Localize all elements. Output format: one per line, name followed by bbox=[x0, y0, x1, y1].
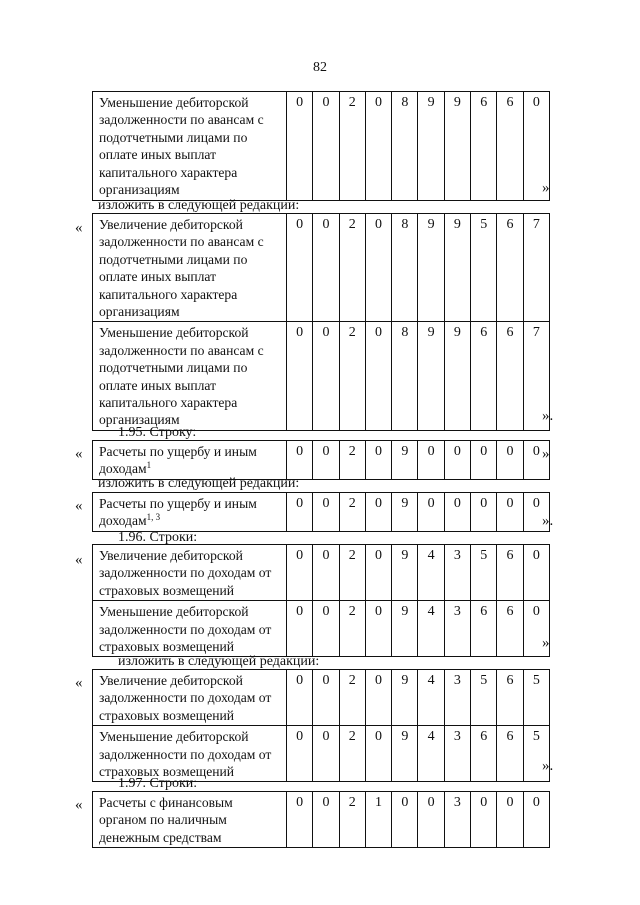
code-digit: 0 bbox=[365, 322, 391, 430]
code-digit: 0 bbox=[497, 441, 523, 480]
row-name: Увеличение дебиторской задолженности по доходам от страховых возмещений bbox=[93, 670, 287, 726]
code-digit: 2 bbox=[339, 441, 365, 480]
code-digit: 0 bbox=[287, 670, 313, 726]
code-digit: 0 bbox=[313, 670, 339, 726]
code-digit: 0 bbox=[287, 493, 313, 532]
code-digit: 0 bbox=[365, 493, 391, 532]
code-digit: 0 bbox=[418, 792, 444, 848]
row-name bbox=[93, 493, 287, 532]
code-digit: 9 bbox=[392, 493, 418, 532]
section-heading: 1.97. Строки: bbox=[118, 776, 198, 791]
code-digit: 0 bbox=[287, 601, 313, 657]
code-digit: 0 bbox=[313, 792, 339, 848]
code-digit: 6 bbox=[471, 322, 497, 430]
code-digit: 3 bbox=[444, 792, 470, 848]
code-digit: 6 bbox=[497, 92, 523, 201]
open-quote: « bbox=[75, 498, 83, 514]
code-digit: 6 bbox=[497, 214, 523, 322]
code-digit: 0 bbox=[365, 92, 391, 201]
edit-caption: изложить в следующей редакции: bbox=[98, 198, 300, 213]
code-digit: 0 bbox=[471, 493, 497, 532]
code-digit: 9 bbox=[392, 601, 418, 657]
code-digit: 9 bbox=[444, 92, 470, 201]
row-name: Увеличение дебиторской задолженности по авансам с подотчетными лицами по оплате иных выплат капитального характера организациям bbox=[93, 214, 287, 322]
code-digit: 5 bbox=[471, 670, 497, 726]
table-row bbox=[93, 601, 550, 657]
code-digit: 0 bbox=[471, 792, 497, 848]
code-digit: 2 bbox=[339, 792, 365, 848]
code-digit: 0 bbox=[287, 545, 313, 601]
code-digit: 2 bbox=[339, 92, 365, 201]
code-table bbox=[92, 213, 550, 431]
code-digit: 0 bbox=[365, 601, 391, 657]
code-digit: 0 bbox=[287, 92, 313, 201]
table-row bbox=[93, 545, 550, 601]
code-digit: 0 bbox=[523, 493, 549, 532]
row-name: Уменьшение дебиторской задолженности по авансам с подотчетными лицами по оплате иных выплат капитального характера организациям bbox=[93, 322, 287, 430]
code-digit: 2 bbox=[339, 670, 365, 726]
code-digit: 0 bbox=[313, 545, 339, 601]
code-digit: 9 bbox=[444, 322, 470, 430]
table-row bbox=[93, 493, 550, 532]
code-digit: 0 bbox=[497, 792, 523, 848]
code-digit: 0 bbox=[392, 792, 418, 848]
code-digit: 2 bbox=[339, 322, 365, 430]
row-name: Расчеты с финансовым органом по наличным денежным средствам bbox=[93, 792, 287, 848]
code-digit: 0 bbox=[313, 92, 339, 201]
code-digit: 6 bbox=[497, 726, 523, 782]
row-name: Увеличение дебиторской задолженности по доходам от страховых возмещений bbox=[93, 545, 287, 601]
code-digit: 3 bbox=[444, 601, 470, 657]
code-digit: 0 bbox=[497, 493, 523, 532]
open-quote: « bbox=[75, 552, 83, 568]
open-quote: « bbox=[75, 675, 83, 691]
code-digit: 0 bbox=[523, 92, 549, 201]
code-digit: 0 bbox=[287, 214, 313, 322]
code-table bbox=[92, 544, 550, 657]
code-digit: 0 bbox=[365, 441, 391, 480]
table-row bbox=[93, 726, 550, 782]
edit-caption: изложить в следующей редакции: bbox=[98, 476, 300, 491]
code-digit: 0 bbox=[471, 441, 497, 480]
code-digit: 6 bbox=[471, 726, 497, 782]
code-digit: 9 bbox=[392, 726, 418, 782]
code-digit: 0 bbox=[523, 545, 549, 601]
code-digit: 2 bbox=[339, 601, 365, 657]
code-digit: 5 bbox=[471, 214, 497, 322]
code-table bbox=[92, 791, 550, 848]
code-digit: 0 bbox=[365, 214, 391, 322]
code-digit: 0 bbox=[523, 792, 549, 848]
row-name-text: Расчеты по ущербу и иным доходам bbox=[99, 444, 257, 477]
code-digit: 2 bbox=[339, 493, 365, 532]
code-digit: 0 bbox=[523, 441, 549, 480]
code-table bbox=[92, 440, 550, 480]
code-digit: 8 bbox=[392, 92, 418, 201]
section-heading: 1.96. Строки: bbox=[118, 530, 198, 545]
code-digit: 0 bbox=[313, 493, 339, 532]
code-digit: 2 bbox=[339, 545, 365, 601]
table-row bbox=[93, 322, 550, 430]
code-digit: 9 bbox=[392, 545, 418, 601]
code-digit: 9 bbox=[444, 214, 470, 322]
code-digit: 6 bbox=[471, 92, 497, 201]
code-digit: 1 bbox=[365, 792, 391, 848]
code-digit: 0 bbox=[287, 726, 313, 782]
row-name bbox=[93, 441, 287, 480]
code-digit: 2 bbox=[339, 214, 365, 322]
code-digit: 3 bbox=[444, 726, 470, 782]
close-quote: ». bbox=[542, 408, 554, 424]
close-quote: » bbox=[542, 635, 550, 651]
code-digit: 2 bbox=[339, 726, 365, 782]
edit-caption: изложить в следующей редакции: bbox=[118, 654, 320, 669]
row-name: Уменьшение дебиторской задолженности по доходам от страховых возмещений bbox=[93, 726, 287, 782]
row-name: Уменьшение дебиторской задолженности по доходам от страховых возмещений bbox=[93, 601, 287, 657]
open-quote: « bbox=[75, 220, 83, 236]
code-digit: 6 bbox=[497, 601, 523, 657]
code-digit: 6 bbox=[471, 601, 497, 657]
row-name: Уменьшение дебиторской задолженности по авансам с подотчетными лицами по оплате иных выплат капитального характера организациям bbox=[93, 92, 287, 201]
row-name-text: Расчеты по ущербу и иным доходам bbox=[99, 496, 257, 529]
footnote-mark: 1, 3 bbox=[146, 512, 161, 523]
open-quote: « bbox=[75, 446, 83, 462]
code-digit: 0 bbox=[418, 441, 444, 480]
close-quote: » bbox=[542, 180, 550, 196]
code-digit: 0 bbox=[523, 601, 549, 657]
close-quote: ». bbox=[542, 513, 554, 529]
code-digit: 9 bbox=[418, 214, 444, 322]
code-digit: 6 bbox=[497, 322, 523, 430]
code-digit: 9 bbox=[392, 441, 418, 480]
code-digit: 4 bbox=[418, 670, 444, 726]
table-row bbox=[93, 214, 550, 322]
code-digit: 0 bbox=[365, 726, 391, 782]
table-row bbox=[93, 670, 550, 726]
code-table bbox=[92, 669, 550, 782]
code-digit: 8 bbox=[392, 214, 418, 322]
code-digit: 0 bbox=[313, 601, 339, 657]
code-digit: 4 bbox=[418, 726, 444, 782]
code-digit: 6 bbox=[497, 670, 523, 726]
close-quote: » bbox=[542, 446, 550, 462]
code-digit: 9 bbox=[392, 670, 418, 726]
table-row bbox=[93, 92, 550, 201]
code-digit: 5 bbox=[523, 670, 549, 726]
section-heading: 1.95. Строку: bbox=[118, 425, 197, 440]
code-digit: 4 bbox=[418, 545, 444, 601]
page-number: 82 bbox=[313, 60, 327, 75]
code-digit: 0 bbox=[313, 441, 339, 480]
code-digit: 5 bbox=[523, 726, 549, 782]
code-digit: 5 bbox=[471, 545, 497, 601]
code-digit: 3 bbox=[444, 670, 470, 726]
code-digit: 0 bbox=[313, 726, 339, 782]
code-digit: 0 bbox=[444, 441, 470, 480]
code-digit: 0 bbox=[365, 545, 391, 601]
code-digit: 0 bbox=[287, 322, 313, 430]
code-digit: 7 bbox=[523, 214, 549, 322]
code-digit: 0 bbox=[365, 670, 391, 726]
code-digit: 3 bbox=[444, 545, 470, 601]
table-row bbox=[93, 792, 550, 848]
table-row bbox=[93, 441, 550, 480]
code-digit: 6 bbox=[497, 545, 523, 601]
code-digit: 9 bbox=[418, 92, 444, 201]
code-table bbox=[92, 91, 550, 201]
code-digit: 0 bbox=[444, 493, 470, 532]
code-digit: 0 bbox=[287, 792, 313, 848]
code-digit: 8 bbox=[392, 322, 418, 430]
code-digit: 7 bbox=[523, 322, 549, 430]
code-digit: 0 bbox=[313, 322, 339, 430]
code-digit: 4 bbox=[418, 601, 444, 657]
close-quote: ». bbox=[542, 758, 554, 774]
open-quote: « bbox=[75, 797, 83, 813]
code-digit: 9 bbox=[418, 322, 444, 430]
footnote-mark: 1 bbox=[146, 460, 152, 471]
code-table bbox=[92, 492, 550, 532]
code-digit: 0 bbox=[313, 214, 339, 322]
code-digit: 0 bbox=[418, 493, 444, 532]
code-digit: 0 bbox=[287, 441, 313, 480]
